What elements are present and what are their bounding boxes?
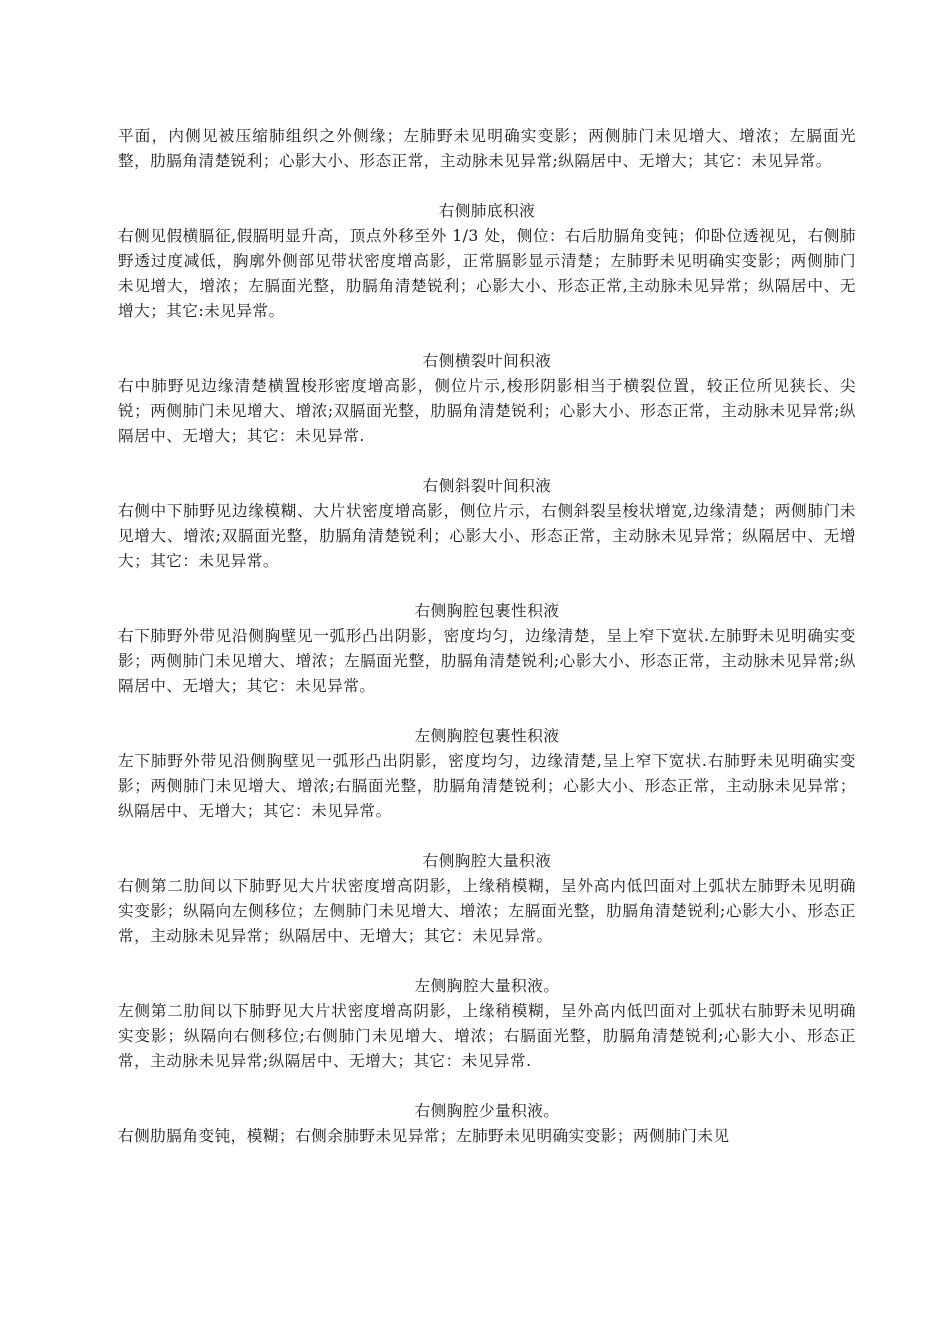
section-body: 左下肺野外带见沿侧胸壁见一弧形凸出阴影，密度均匀，边缘清楚,呈上窄下宽状.右肺野未见明确实变影；两侧肺门未见增大、增浓;右膈面光整，肋膈角清楚锐利；心影大小、形态正常，主动脉未见异常；纵隔居中、无增大；其它：未见异常。: [118, 752, 856, 820]
section-heading: 右侧横裂叶间积液: [422, 352, 552, 370]
section-body: 右侧肋膈角变钝，模糊；右侧余肺野未见异常；左肺野未见明确实变影；两侧肺门未见: [118, 1127, 730, 1145]
section-heading: 右侧胸腔少量积液。: [414, 1102, 560, 1120]
section-right-encapsulated-effusion: [118, 599, 856, 699]
section-right-massive-effusion: [118, 849, 856, 949]
section-body: 左侧第二肋间以下肺野见大片状密度增高阴影，上缘稍模糊，呈外高内低凹面对上弧状右肺野未见明确实变影；纵隔向右侧移位;右侧肺门未见增大、增浓；右膈面光整，肋膈角清楚锐利;心影大小、形态正常，主动脉未见异常;纵隔居中、无增大；其它：未见异常.: [118, 1002, 856, 1070]
section-right-small-effusion: [118, 1099, 856, 1149]
section-body: 右侧见假横膈征,假膈明显升高，顶点外移至外 1/3 处，侧位：右后肋膈角变钝；仰卧位透视见，右侧肺野透过度减低，胸廓外侧部见带状密度增高影，正常膈影显示清楚；左肺野未见明确实变影；两侧肺门未见增大，增浓；左膈面光整，肋膈角清楚锐利；心影大小、形态正常,主动脉未见异常；纵隔居中、无增大；其它:未见异常。: [118, 227, 856, 320]
section-heading: 右侧斜裂叶间积液: [422, 477, 552, 495]
section-left-massive-effusion: [118, 974, 856, 1074]
section-body: 右中肺野见边缘清楚横置梭形密度增高影，侧位片示,梭形阴影相当于横裂位置，较正位所见狭长、尖锐；两侧肺门未见增大、增浓;双膈面光整，肋膈角清楚锐利；心影大小、形态正常，主动脉未见异常;纵隔居中、无增大；其它：未见异常.: [118, 377, 856, 445]
section-right-horizontal-fissure-effusion: [118, 349, 856, 449]
section-body: 右侧中下肺野见边缘模糊、大片状密度增高影，侧位片示，右侧斜裂呈梭状增宽,边缘清楚；两侧肺门未见增大、增浓;双膈面光整，肋膈角清楚锐利；心影大小、形态正常，主动脉未见异常；纵隔居中、无增大；其它：未见异常。: [118, 502, 856, 570]
section-right-oblique-fissure-effusion: [118, 474, 856, 574]
section-body: 右侧第二肋间以下肺野见大片状密度增高阴影，上缘稍模糊，呈外高内低凹面对上弧状左肺野未见明确实变影；纵隔向左侧移位；左侧肺门未见增大、增浓；左膈面光整，肋膈角清楚锐利;心影大小、形态正常，主动脉未见异常；纵隔居中、无增大；其它：未见异常。: [118, 877, 856, 945]
section-right-subpulmonic-effusion: [118, 199, 856, 324]
section-heading: 右侧肺底积液: [438, 202, 536, 220]
section-left-encapsulated-effusion: [118, 724, 856, 824]
section-heading: 右侧胸腔大量积液: [422, 852, 552, 870]
intro-paragraph: 平面，内侧见被压缩肺组织之外侧缘；左肺野未见明确实变影；两侧肺门未见增大、增浓；左膈面光整，肋膈角清楚锐利；心影大小、形态正常，主动脉未见异常;纵隔居中、无增大；其它：未见异常。: [118, 127, 856, 170]
section-body: 右下肺野外带见沿侧胸壁见一弧形凸出阴影，密度均匀，边缘清楚，呈上窄下宽状.左肺野未见明确实变影；两侧肺门未见增大、增浓；左膈面光整，肋膈角清楚锐利;心影大小、形态正常，主动脉未见异常;纵隔居中、无增大；其它：未见异常。: [118, 627, 856, 695]
section-heading: 左侧胸腔大量积液。: [414, 977, 560, 995]
document-content: [118, 124, 856, 1149]
section-heading: 右侧胸腔包裹性积液: [414, 602, 560, 620]
section-heading: 左侧胸腔包裹性积液: [414, 727, 560, 745]
